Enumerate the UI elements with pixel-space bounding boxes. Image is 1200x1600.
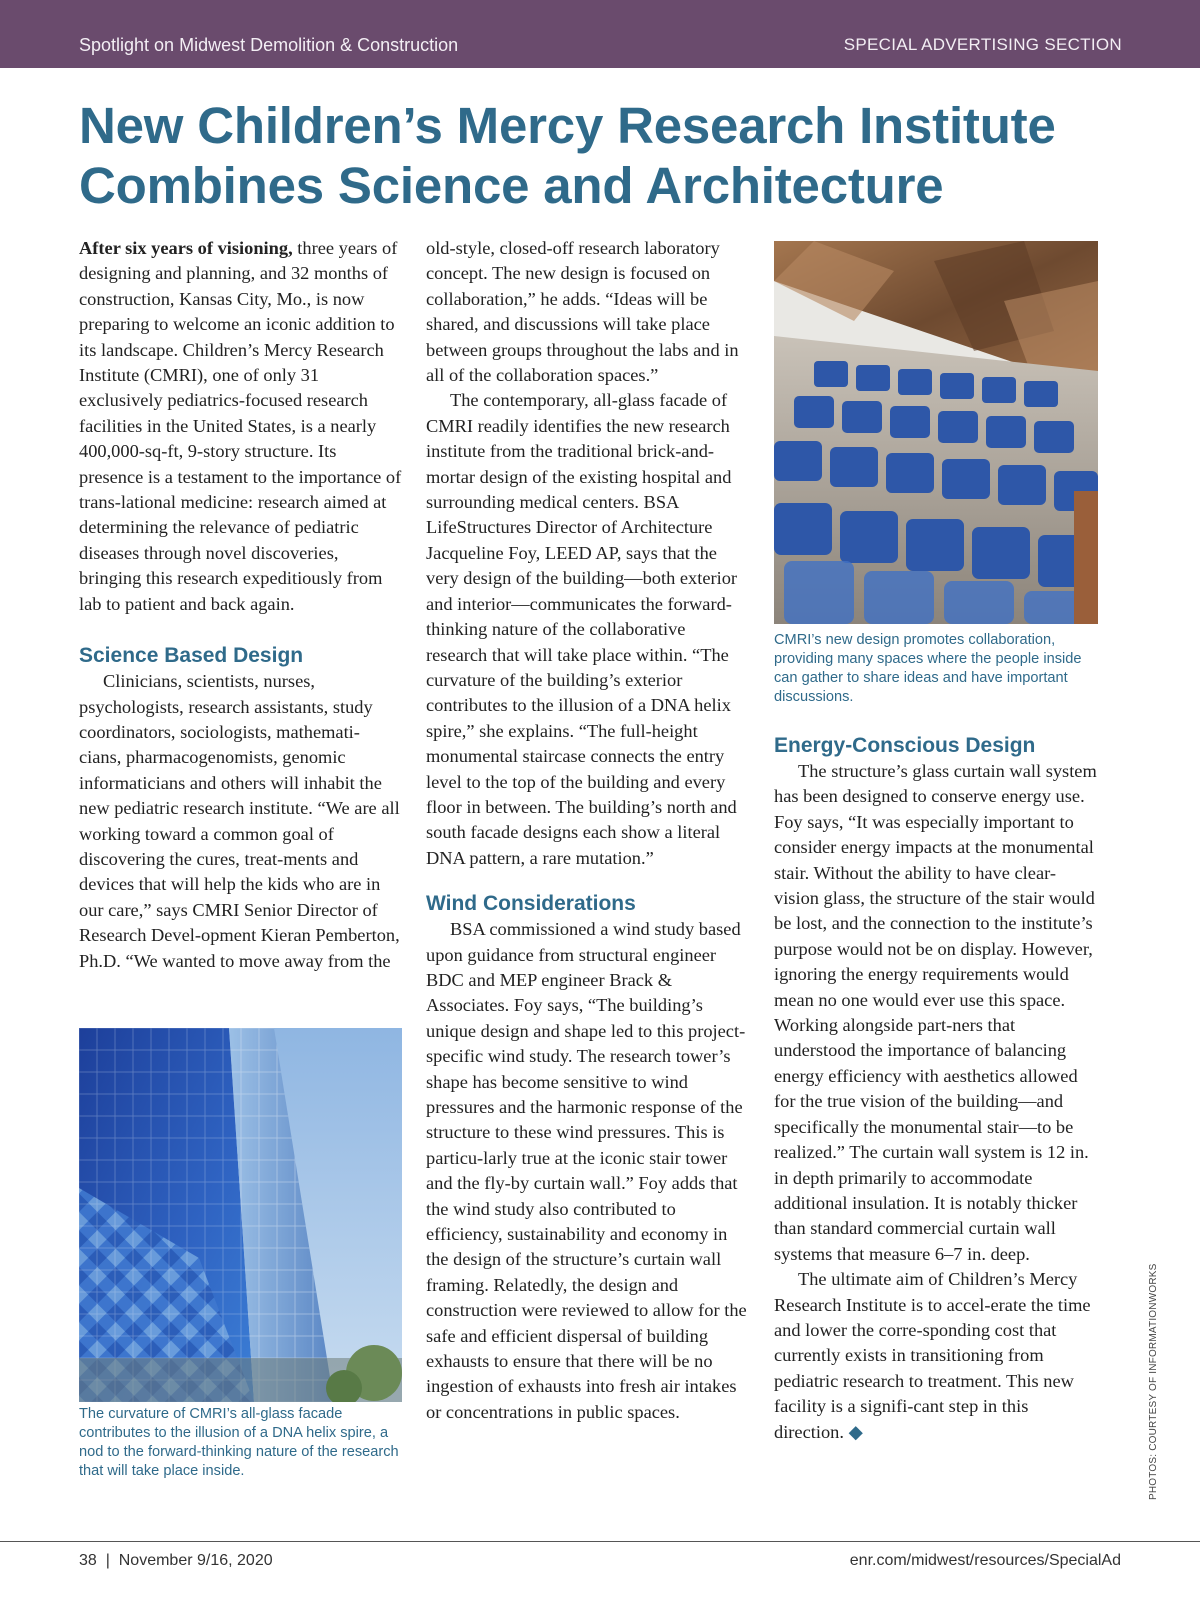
auditorium-image: [774, 241, 1098, 624]
page-number-date: 38 | November 9/16, 2020: [79, 1552, 273, 1569]
auditorium-photo: [774, 241, 1098, 624]
subhead-wind-considerations: Wind Considerations: [426, 892, 636, 916]
conclusion-paragraph: [774, 1267, 1100, 1445]
collaboration-paragraph: old-style, closed-off research laboratory concept. The new design is focused on collaboration,” he adds. “Ideas will be shared, and discussions will take place between groups throughout the labs and in all of the collaboration spaces.”: [426, 238, 739, 386]
facade-paragraph: The contemporary, all-glass facade of CMRI readily identifies the new research institute from the traditional brick-and-mortar design of the existing hospital and surrounding medical centers. BSA LifeStructures Director of Architecture Jacqueline Foy, LEED AP, says that the very design of the building—both exterior and interior—communicates the forward-thinking nature of the collaborative research that will take place within. “The curvature of the building’s exterior contributes to the illusion of a DNA helix spire,” she explains. “The full-height monumental staircase connects the entry level to the top of the building and every floor in between. The building’s north and south facade designs each show a literal DNA pattern, a rare mutation.”: [426, 390, 738, 868]
headline-line-1: New Children’s Mercy Research Institute: [79, 97, 1056, 154]
science-paragraph: Clinicians, scientists, nurses, psychologists, research assistants, study coordinators, sociologists, mathemati-cians, pharmacogenomists, genomic informaticians and others will inhabit the new pediatric research institute. “We are all working toward a common goal of discovering the cures, treat-ments and devices that will help the kids who are in our care,” says CMRI Senior Director of Research Devel-opment Kieran Pemberton, Ph.D. “We wanted to move away from the: [79, 671, 400, 971]
header-bar: [0, 0, 1200, 68]
column-1: [79, 236, 402, 974]
facade-photo: [79, 1028, 402, 1402]
column-3: [774, 733, 1100, 1445]
intro-text: three years of designing and planning, and 32 months of construction, Kansas City, Mo., is now preparing to welcome an iconic addition to its landscape. Children’s Mercy Research Institute (CMRI), one of only 31 exclusively pediatrics-focused research facilities in the United States, is a nearly 400,000-sq-ft, 9-story structure. Its presence is a testament to the importance of trans-lational medicine: research aimed at determining the relevance of pediatric diseases through novel discoveries, bringing this research expeditiously from lab to patient and back again.: [79, 238, 402, 614]
photo-credit: PHOTOS: COURTESY OF INFORMATIONWORKS: [1148, 1263, 1159, 1500]
footer-divider: [0, 1541, 1200, 1542]
wind-paragraph: BSA commissioned a wind study based upon guidance from structural engineer BDC and MEP engineer Brack & Associates. Foy says, “The building’s unique design and shape led to this project-specific wind study. The research tower’s shape has become sensitive to wind pressures and the harmonic response of the structure to these wind pressures. This is particu-larly true at the iconic stair tower and the fly-by curtain wall.” Foy adds that the wind study also contributed to efficiency, sustainability and economy in the design of the structure’s curtain wall framing. Relatedly, the design and construction were reviewed to allow for the safe and efficient dispersal of building exhausts to ensure that there will be no ingestion of exhausts into fresh air intakes or concentrations in public spaces.: [426, 919, 747, 1422]
end-mark-icon: ◆: [843, 1421, 863, 1442]
auditorium-caption: CMRI’s new design promotes collaboration, providing many spaces where the people inside can gather to share ideas and have important discussions.: [774, 632, 1082, 705]
conclusion-text: The ultimate aim of Children’s Mercy Research Institute is to accel-erate the time and lower the corre-sponding cost that currently exists in transitioning from pediatric research to treatment. This new facility is a signifi-cant step in this direction.: [774, 1269, 1091, 1442]
facade-caption: The curvature of CMRI’s all-glass facade contributes to the illusion of a DNA helix spire, a nod to the forward-thinking nature of the research that will take place inside.: [79, 1406, 399, 1479]
footer-url[interactable]: enr.com/midwest/resources/SpecialAd: [849, 1552, 1121, 1569]
subhead-energy-conscious-design: Energy-Conscious Design: [774, 734, 1036, 757]
headline-line-2: Combines Science and Architecture: [79, 157, 944, 214]
energy-paragraph: The structure’s glass curtain wall system has been designed to conserve energy use. Foy says, “It was especially important to consider energy impacts at the monumental stair. Without the ability to have clear-vision glass, the structure of the stair would be lost, and the connection to the institute’s purpose would not be on display. However, ignoring the energy requirements would mean no one would ever use this space. Working alongside part-ners that understood the importance of balancing energy efficiency with aesthetics allowed for the true vision of the building—and specifically the monumental stair—to be realized.” The curtain wall system is 12 in. in depth primarily to accommodate additional insulation. It is notably thicker than standard commercial curtain wall systems that measure 6–7 in. deep.: [774, 761, 1097, 1264]
section-title: Spotlight on Midwest Demolition & Construction: [79, 35, 459, 55]
advertising-label: SPECIAL ADVERTISING SECTION: [843, 35, 1122, 54]
glass-facade-image: [79, 1028, 402, 1402]
lead-in: After six years of visioning,: [79, 238, 293, 258]
subhead-science-based-design: Science Based Design: [79, 644, 304, 668]
article-headline: [79, 96, 1139, 216]
column-2: [426, 236, 750, 1425]
intro-paragraph: [79, 236, 402, 617]
